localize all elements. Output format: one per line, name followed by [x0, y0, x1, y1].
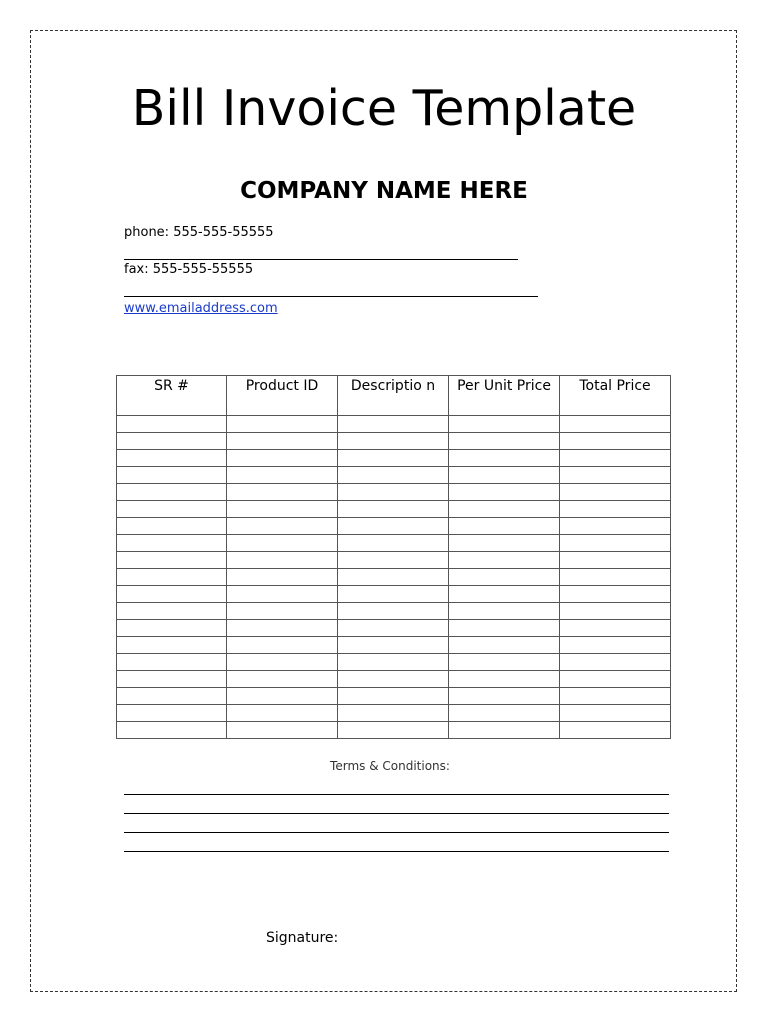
table-cell[interactable]: [560, 705, 671, 722]
table-row: [117, 654, 671, 671]
table-cell[interactable]: [338, 552, 449, 569]
table-cell[interactable]: [227, 603, 338, 620]
table-cell[interactable]: [449, 620, 560, 637]
table-cell[interactable]: [560, 416, 671, 433]
website-link-wrap: [124, 300, 278, 318]
table-row: [117, 433, 671, 450]
table-cell[interactable]: [227, 535, 338, 552]
table-row: [117, 569, 671, 586]
table-cell[interactable]: [117, 467, 227, 484]
table-cell[interactable]: [117, 637, 227, 654]
table-cell[interactable]: [560, 450, 671, 467]
terms-line-3: [124, 832, 669, 833]
table-cell[interactable]: [560, 467, 671, 484]
table-cell[interactable]: [227, 654, 338, 671]
table-cell[interactable]: [560, 586, 671, 603]
table-cell[interactable]: [338, 620, 449, 637]
table-cell[interactable]: [117, 416, 227, 433]
table-cell[interactable]: [117, 518, 227, 535]
table-cell[interactable]: [338, 586, 449, 603]
table-cell[interactable]: [117, 569, 227, 586]
table-row: [117, 705, 671, 722]
header-sr: SR #: [117, 376, 227, 416]
signature-label: Signature:: [266, 930, 339, 946]
table-row: [117, 603, 671, 620]
table-cell[interactable]: [560, 535, 671, 552]
table-cell[interactable]: [117, 705, 227, 722]
table-cell[interactable]: [560, 620, 671, 637]
table-cell[interactable]: [117, 450, 227, 467]
table-cell[interactable]: [117, 620, 227, 637]
table-cell[interactable]: [338, 705, 449, 722]
table-cell[interactable]: [227, 518, 338, 535]
table-cell[interactable]: [449, 552, 560, 569]
header-product-id: Product ID: [227, 376, 338, 416]
table-cell[interactable]: [449, 484, 560, 501]
table-cell[interactable]: [560, 637, 671, 654]
table-body: [117, 416, 671, 739]
table-cell[interactable]: [227, 671, 338, 688]
table-cell[interactable]: [338, 518, 449, 535]
table-row: [117, 535, 671, 552]
table-cell[interactable]: [560, 603, 671, 620]
table-row: [117, 501, 671, 518]
table-cell[interactable]: [338, 416, 449, 433]
table-cell[interactable]: [117, 501, 227, 518]
table-header-row: [117, 376, 671, 416]
table-cell[interactable]: [449, 569, 560, 586]
header-total-price: Total Price: [560, 376, 671, 416]
table-cell[interactable]: [560, 552, 671, 569]
table-cell[interactable]: [449, 654, 560, 671]
table-cell[interactable]: [560, 569, 671, 586]
table-cell[interactable]: [449, 603, 560, 620]
website-link[interactable]: www.emailaddress.com: [124, 301, 278, 316]
terms-label: Terms & Conditions:: [330, 759, 450, 773]
document-title: Bill Invoice Template: [131, 80, 637, 137]
table-cell[interactable]: [227, 620, 338, 637]
table-cell[interactable]: [560, 688, 671, 705]
table-row: [117, 416, 671, 433]
table-row: [117, 688, 671, 705]
fax-underline: [124, 296, 538, 297]
table-cell[interactable]: [449, 586, 560, 603]
invoice-items-table: [116, 375, 671, 739]
table-cell[interactable]: [338, 450, 449, 467]
table-cell[interactable]: [117, 603, 227, 620]
table-cell[interactable]: [449, 688, 560, 705]
header-per-unit-price: Per Unit Price: [449, 376, 560, 416]
table-cell[interactable]: [449, 450, 560, 467]
table-cell[interactable]: [449, 433, 560, 450]
company-name: COMPANY NAME HERE: [240, 178, 528, 204]
table-cell[interactable]: [338, 501, 449, 518]
table-cell[interactable]: [449, 722, 560, 739]
table-cell[interactable]: [227, 552, 338, 569]
table-cell[interactable]: [560, 654, 671, 671]
table-cell[interactable]: [449, 416, 560, 433]
table-row: [117, 671, 671, 688]
table-cell[interactable]: [227, 688, 338, 705]
table-cell[interactable]: [338, 467, 449, 484]
table-cell[interactable]: [227, 467, 338, 484]
table-cell[interactable]: [560, 671, 671, 688]
table-row: [117, 450, 671, 467]
table-row: [117, 484, 671, 501]
table-cell[interactable]: [227, 433, 338, 450]
table-cell[interactable]: [117, 671, 227, 688]
table-cell[interactable]: [560, 501, 671, 518]
table-cell[interactable]: [227, 416, 338, 433]
table-cell[interactable]: [338, 603, 449, 620]
fax-text: fax: 555-555-55555: [124, 262, 254, 277]
table-cell[interactable]: [227, 484, 338, 501]
table-cell[interactable]: [560, 722, 671, 739]
table-cell[interactable]: [449, 705, 560, 722]
table-cell[interactable]: [338, 535, 449, 552]
table-cell[interactable]: [338, 654, 449, 671]
table-cell[interactable]: [117, 552, 227, 569]
table-cell[interactable]: [117, 586, 227, 603]
header-description: Descriptio n: [338, 376, 449, 416]
table-cell[interactable]: [338, 569, 449, 586]
table-cell[interactable]: [117, 722, 227, 739]
phone-text: phone: 555-555-55555: [124, 225, 274, 240]
table-cell[interactable]: [560, 518, 671, 535]
table-cell[interactable]: [449, 501, 560, 518]
table-cell[interactable]: [338, 484, 449, 501]
table-cell[interactable]: [560, 484, 671, 501]
table-cell[interactable]: [227, 501, 338, 518]
table-cell[interactable]: [338, 433, 449, 450]
table-row: [117, 620, 671, 637]
table-cell[interactable]: [117, 654, 227, 671]
table-cell[interactable]: [117, 535, 227, 552]
table-cell[interactable]: [338, 637, 449, 654]
table-row: [117, 722, 671, 739]
table-cell[interactable]: [560, 433, 671, 450]
table-row: [117, 586, 671, 603]
table-cell[interactable]: [338, 722, 449, 739]
phone-underline: [124, 259, 518, 260]
table-cell[interactable]: [227, 705, 338, 722]
table-cell[interactable]: [449, 671, 560, 688]
table-cell[interactable]: [117, 433, 227, 450]
table-row: [117, 467, 671, 484]
terms-line-4: [124, 851, 669, 852]
table-cell[interactable]: [227, 586, 338, 603]
terms-line-2: [124, 813, 669, 814]
table-row: [117, 518, 671, 535]
table-cell[interactable]: [227, 722, 338, 739]
terms-label-clipped: [290, 759, 490, 774]
table-cell[interactable]: [449, 518, 560, 535]
table-cell[interactable]: [227, 450, 338, 467]
table-cell[interactable]: [449, 467, 560, 484]
table-row: [117, 552, 671, 569]
table-cell[interactable]: [338, 671, 449, 688]
terms-line-1: [124, 794, 669, 795]
table-cell[interactable]: [117, 484, 227, 501]
table-cell[interactable]: [117, 688, 227, 705]
table-cell[interactable]: [449, 535, 560, 552]
table-cell[interactable]: [227, 569, 338, 586]
table-cell[interactable]: [227, 637, 338, 654]
table-row: [117, 637, 671, 654]
table-cell[interactable]: [338, 688, 449, 705]
table-cell[interactable]: [449, 637, 560, 654]
